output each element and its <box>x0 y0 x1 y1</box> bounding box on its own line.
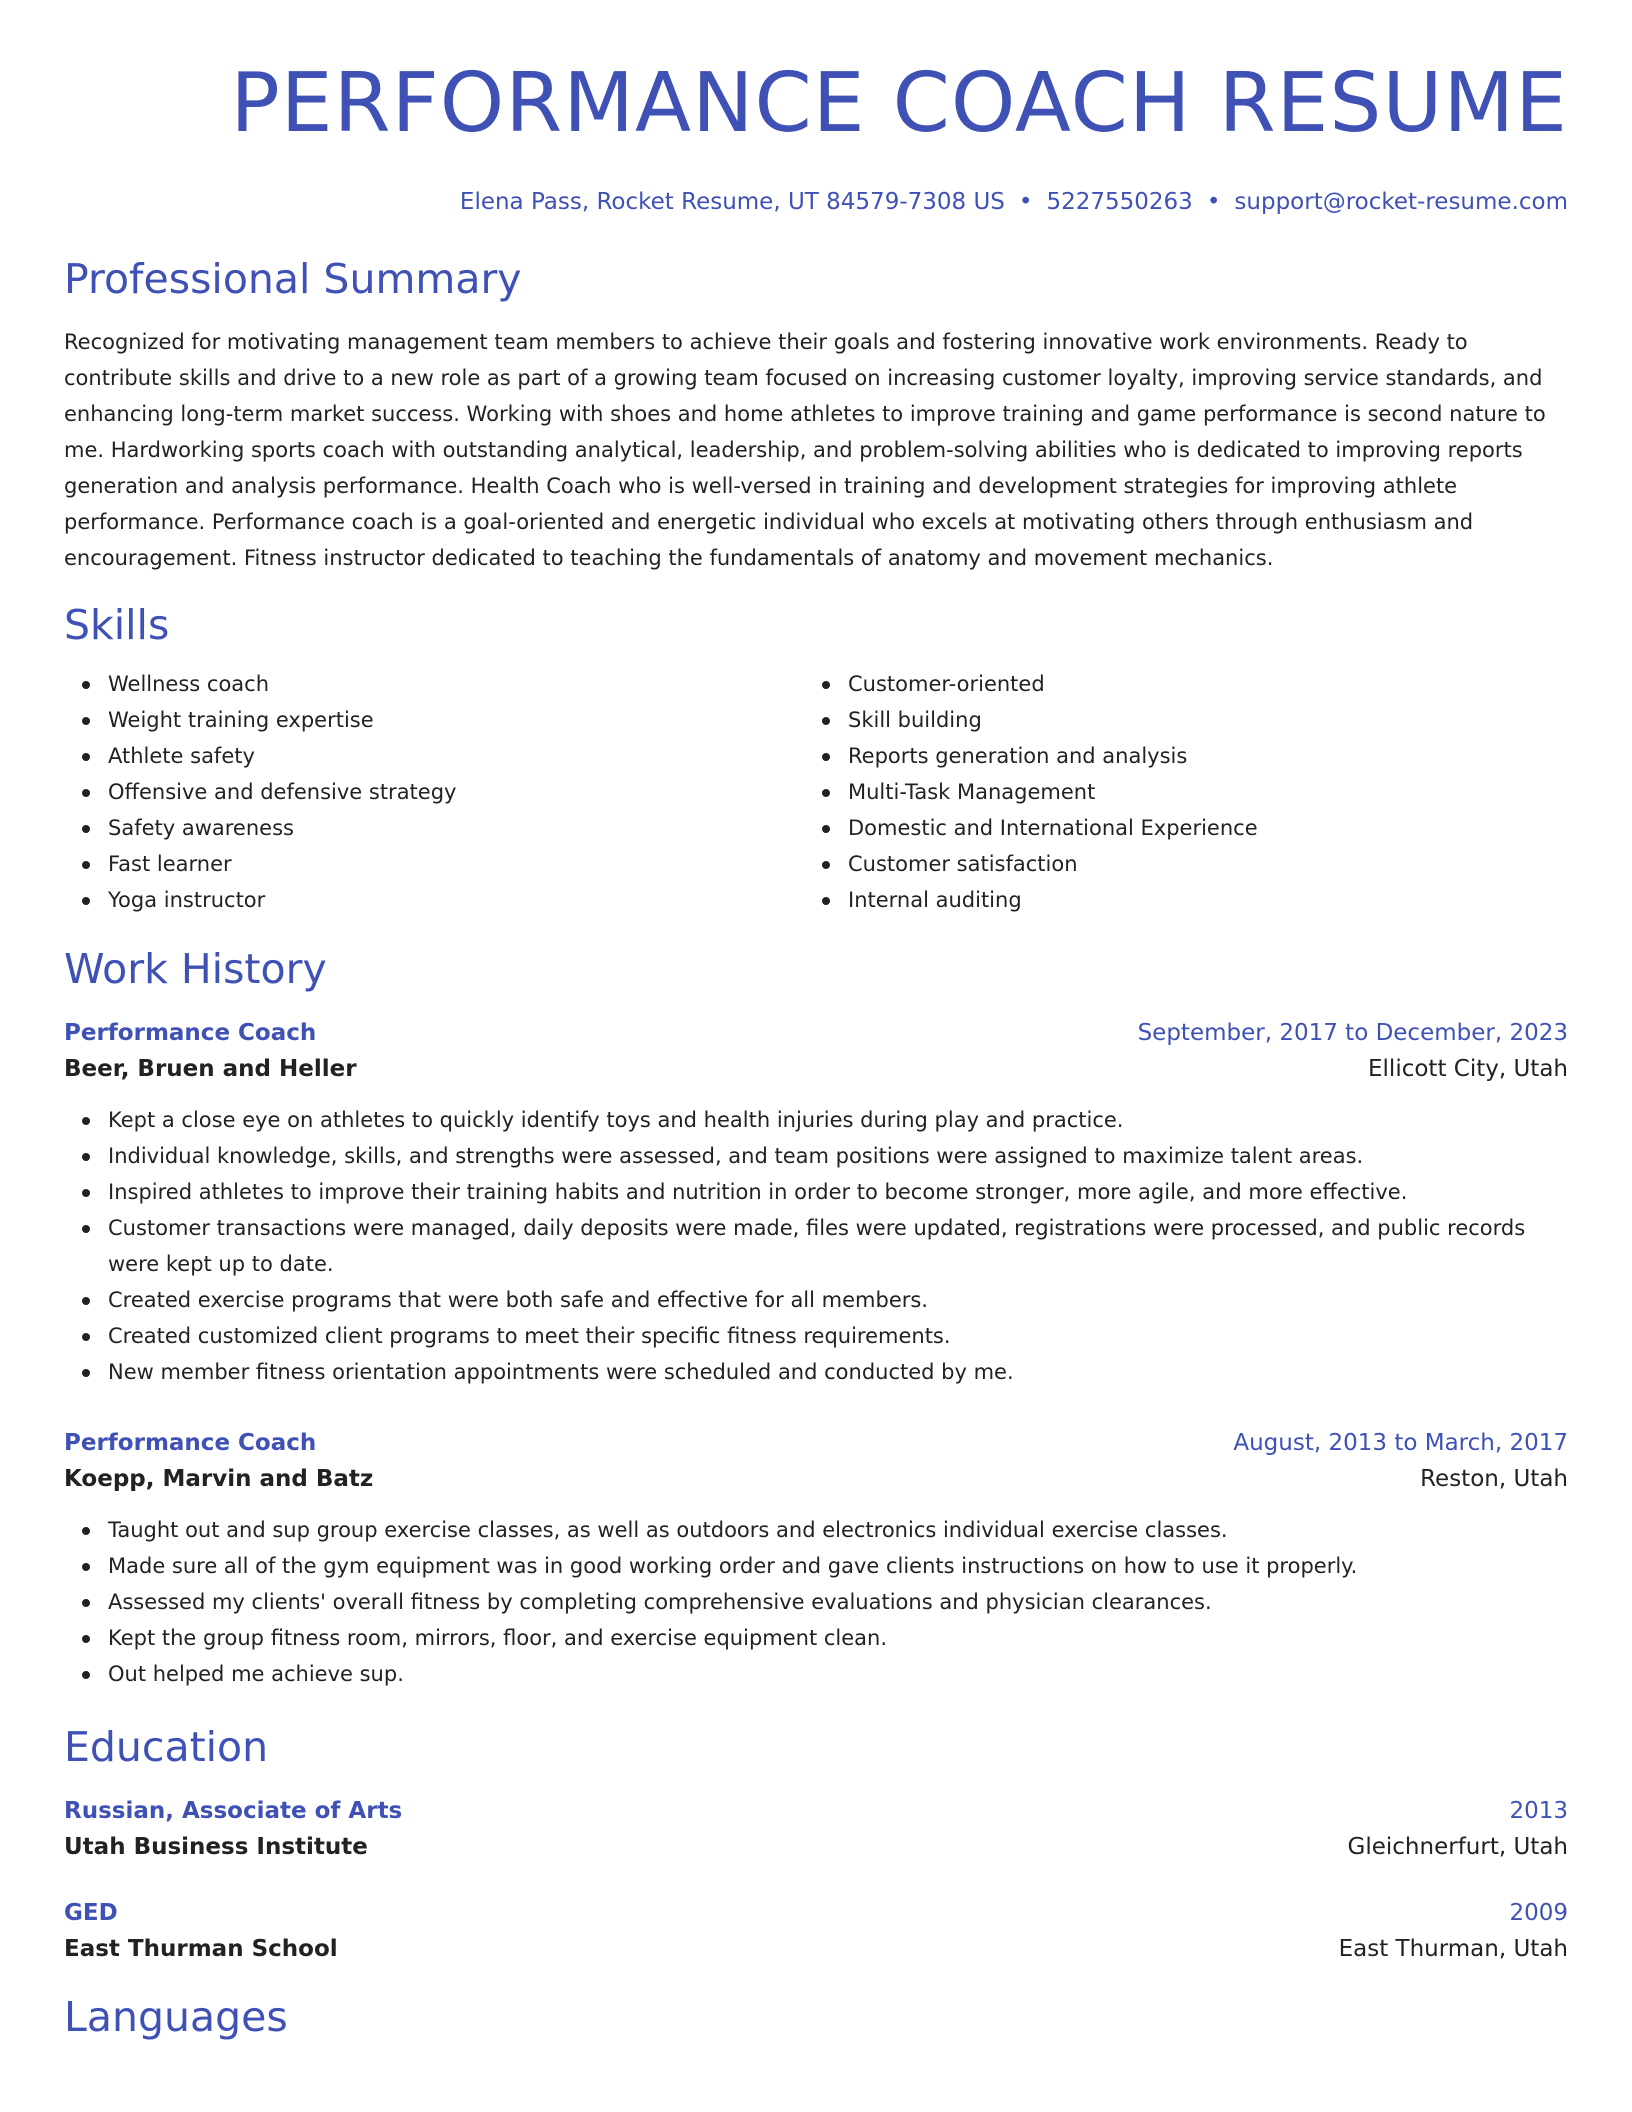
job-bullet: Taught out and sup group exercise classes, as well as outdoors and electronics individual exercise classes. <box>108 1512 1568 1548</box>
skill-item: Yoga instructor <box>108 882 804 918</box>
skill-item: Internal auditing <box>848 882 1544 918</box>
skill-item: Wellness coach <box>108 666 804 702</box>
job-bullet: New member fitness orientation appointments were scheduled and conducted by me. <box>108 1354 1568 1390</box>
skill-item: Weight training expertise <box>108 702 804 738</box>
skill-item: Offensive and defensive strategy <box>108 774 804 810</box>
job-bullet-list <box>64 1512 1568 1692</box>
job-dates: September, 2017 to December, 2023 <box>1137 1020 1568 1046</box>
job-role: Performance Coach <box>64 1430 317 1456</box>
education-school: East Thurman School <box>64 1936 338 1962</box>
education-degree: Russian, Associate of Arts <box>64 1798 403 1824</box>
job-company-row <box>64 1050 1568 1088</box>
contact-phone: 5227550263 <box>1046 189 1193 215</box>
summary-text: Recognized for motivating management team members to achieve their goals and fostering innovative work environments. Ready to contribute skills and drive to a new role as part of a growing team focused on increasing customer loyalty, improving service standards, and enhancing long-term market success. Working with shoes and home athletes to improve training and game performance is second nature to me. Hardworking sports coach with outstanding analytical, leadership, and problem-solving abilities who is dedicated to improving reports generation and analysis performance. Health Coach who is well-versed in training and development strategies for improving athlete performance. Performance coach is a goal-oriented and energetic individual who excels at motivating others through enthusiasm and encouragement. Fitness instructor dedicated to teaching the fundamentals of anatomy and movement mechanics. <box>64 330 1546 570</box>
education-school-row <box>64 1828 1568 1866</box>
skill-item: Customer-oriented <box>848 666 1544 702</box>
skills-list-left <box>64 666 804 918</box>
education-year: 2013 <box>1509 1798 1568 1824</box>
skill-item: Fast learner <box>108 846 804 882</box>
job-bullet: Created exercise programs that were both safe and effective for all members. <box>108 1282 1568 1318</box>
job-bullet: Kept the group fitness room, mirrors, floor, and exercise equipment clean. <box>108 1620 1568 1656</box>
education-degree: GED <box>64 1900 118 1926</box>
skill-item: Multi-Task Management <box>848 774 1544 810</box>
section-title-languages: Languages <box>64 1993 288 2041</box>
skill-item: Athlete safety <box>108 738 804 774</box>
job-company: Koepp, Marvin and Batz <box>64 1466 374 1492</box>
skill-item: Skill building <box>848 702 1544 738</box>
education-school: Utah Business Institute <box>64 1834 368 1860</box>
education-header-row <box>64 1794 1568 1828</box>
education-school-row <box>64 1930 1568 1968</box>
job-bullet: Out helped me achieve sup. <box>108 1656 1568 1692</box>
job-location: Reston, Utah <box>1420 1466 1568 1492</box>
job-header-row <box>64 1016 1568 1050</box>
job-bullet-list <box>64 1102 1568 1390</box>
skill-item: Customer satisfaction <box>848 846 1544 882</box>
job-header-row <box>64 1426 1568 1460</box>
resume-title: PERFORMANCE COACH RESUME <box>230 56 1568 151</box>
job-bullet: Created customized client programs to meet their specific fitness requirements. <box>108 1318 1568 1354</box>
skills-grid <box>64 666 1568 918</box>
contact-email: support@rocket-resume.com <box>1234 189 1568 215</box>
skills-list-right <box>804 666 1544 918</box>
job-bullet: Kept a close eye on athletes to quickly identify toys and health injuries during play and practice. <box>108 1102 1568 1138</box>
section-title-summary: Professional Summary <box>64 255 522 303</box>
job-bullet: Individual knowledge, skills, and strengths were assessed, and team positions were assigned to maximize talent areas. <box>108 1138 1568 1174</box>
contact-separator: • <box>1206 189 1221 215</box>
section-title-education: Education <box>64 1723 269 1771</box>
skill-item: Domestic and International Experience <box>848 810 1544 846</box>
section-title-work-history: Work History <box>64 945 327 993</box>
skill-item: Safety awareness <box>108 810 804 846</box>
contact-separator: • <box>1018 189 1033 215</box>
job-dates: August, 2013 to March, 2017 <box>1233 1430 1568 1456</box>
job-entry <box>64 1426 1568 1692</box>
job-company-row <box>64 1460 1568 1498</box>
job-bullet: Inspired athletes to improve their training habits and nutrition in order to become stronger, more agile, and more effective. <box>108 1174 1568 1210</box>
education-year: 2009 <box>1509 1900 1568 1926</box>
job-bullet: Made sure all of the gym equipment was in good working order and gave clients instructions on how to use it properly. <box>108 1548 1568 1584</box>
education-location: East Thurman, Utah <box>1338 1936 1568 1962</box>
job-bullet: Assessed my clients' overall fitness by completing comprehensive evaluations and physician clearances. <box>108 1584 1568 1620</box>
contact-line <box>64 188 1568 216</box>
job-role: Performance Coach <box>64 1020 317 1046</box>
education-entry <box>64 1896 1568 1968</box>
job-entry <box>64 1016 1568 1390</box>
job-location: Ellicott City, Utah <box>1368 1056 1568 1082</box>
education-location: Gleichnerfurt, Utah <box>1347 1834 1568 1860</box>
education-header-row <box>64 1896 1568 1930</box>
section-title-skills: Skills <box>64 601 170 649</box>
skill-item: Reports generation and analysis <box>848 738 1544 774</box>
contact-address: Elena Pass, Rocket Resume, UT 84579-7308 US <box>459 189 1005 215</box>
job-bullet: Customer transactions were managed, daily deposits were made, files were updated, registrations were processed, and public records were kept up to date. <box>108 1210 1568 1282</box>
education-entry <box>64 1794 1568 1866</box>
job-company: Beer, Bruen and Heller <box>64 1056 357 1082</box>
